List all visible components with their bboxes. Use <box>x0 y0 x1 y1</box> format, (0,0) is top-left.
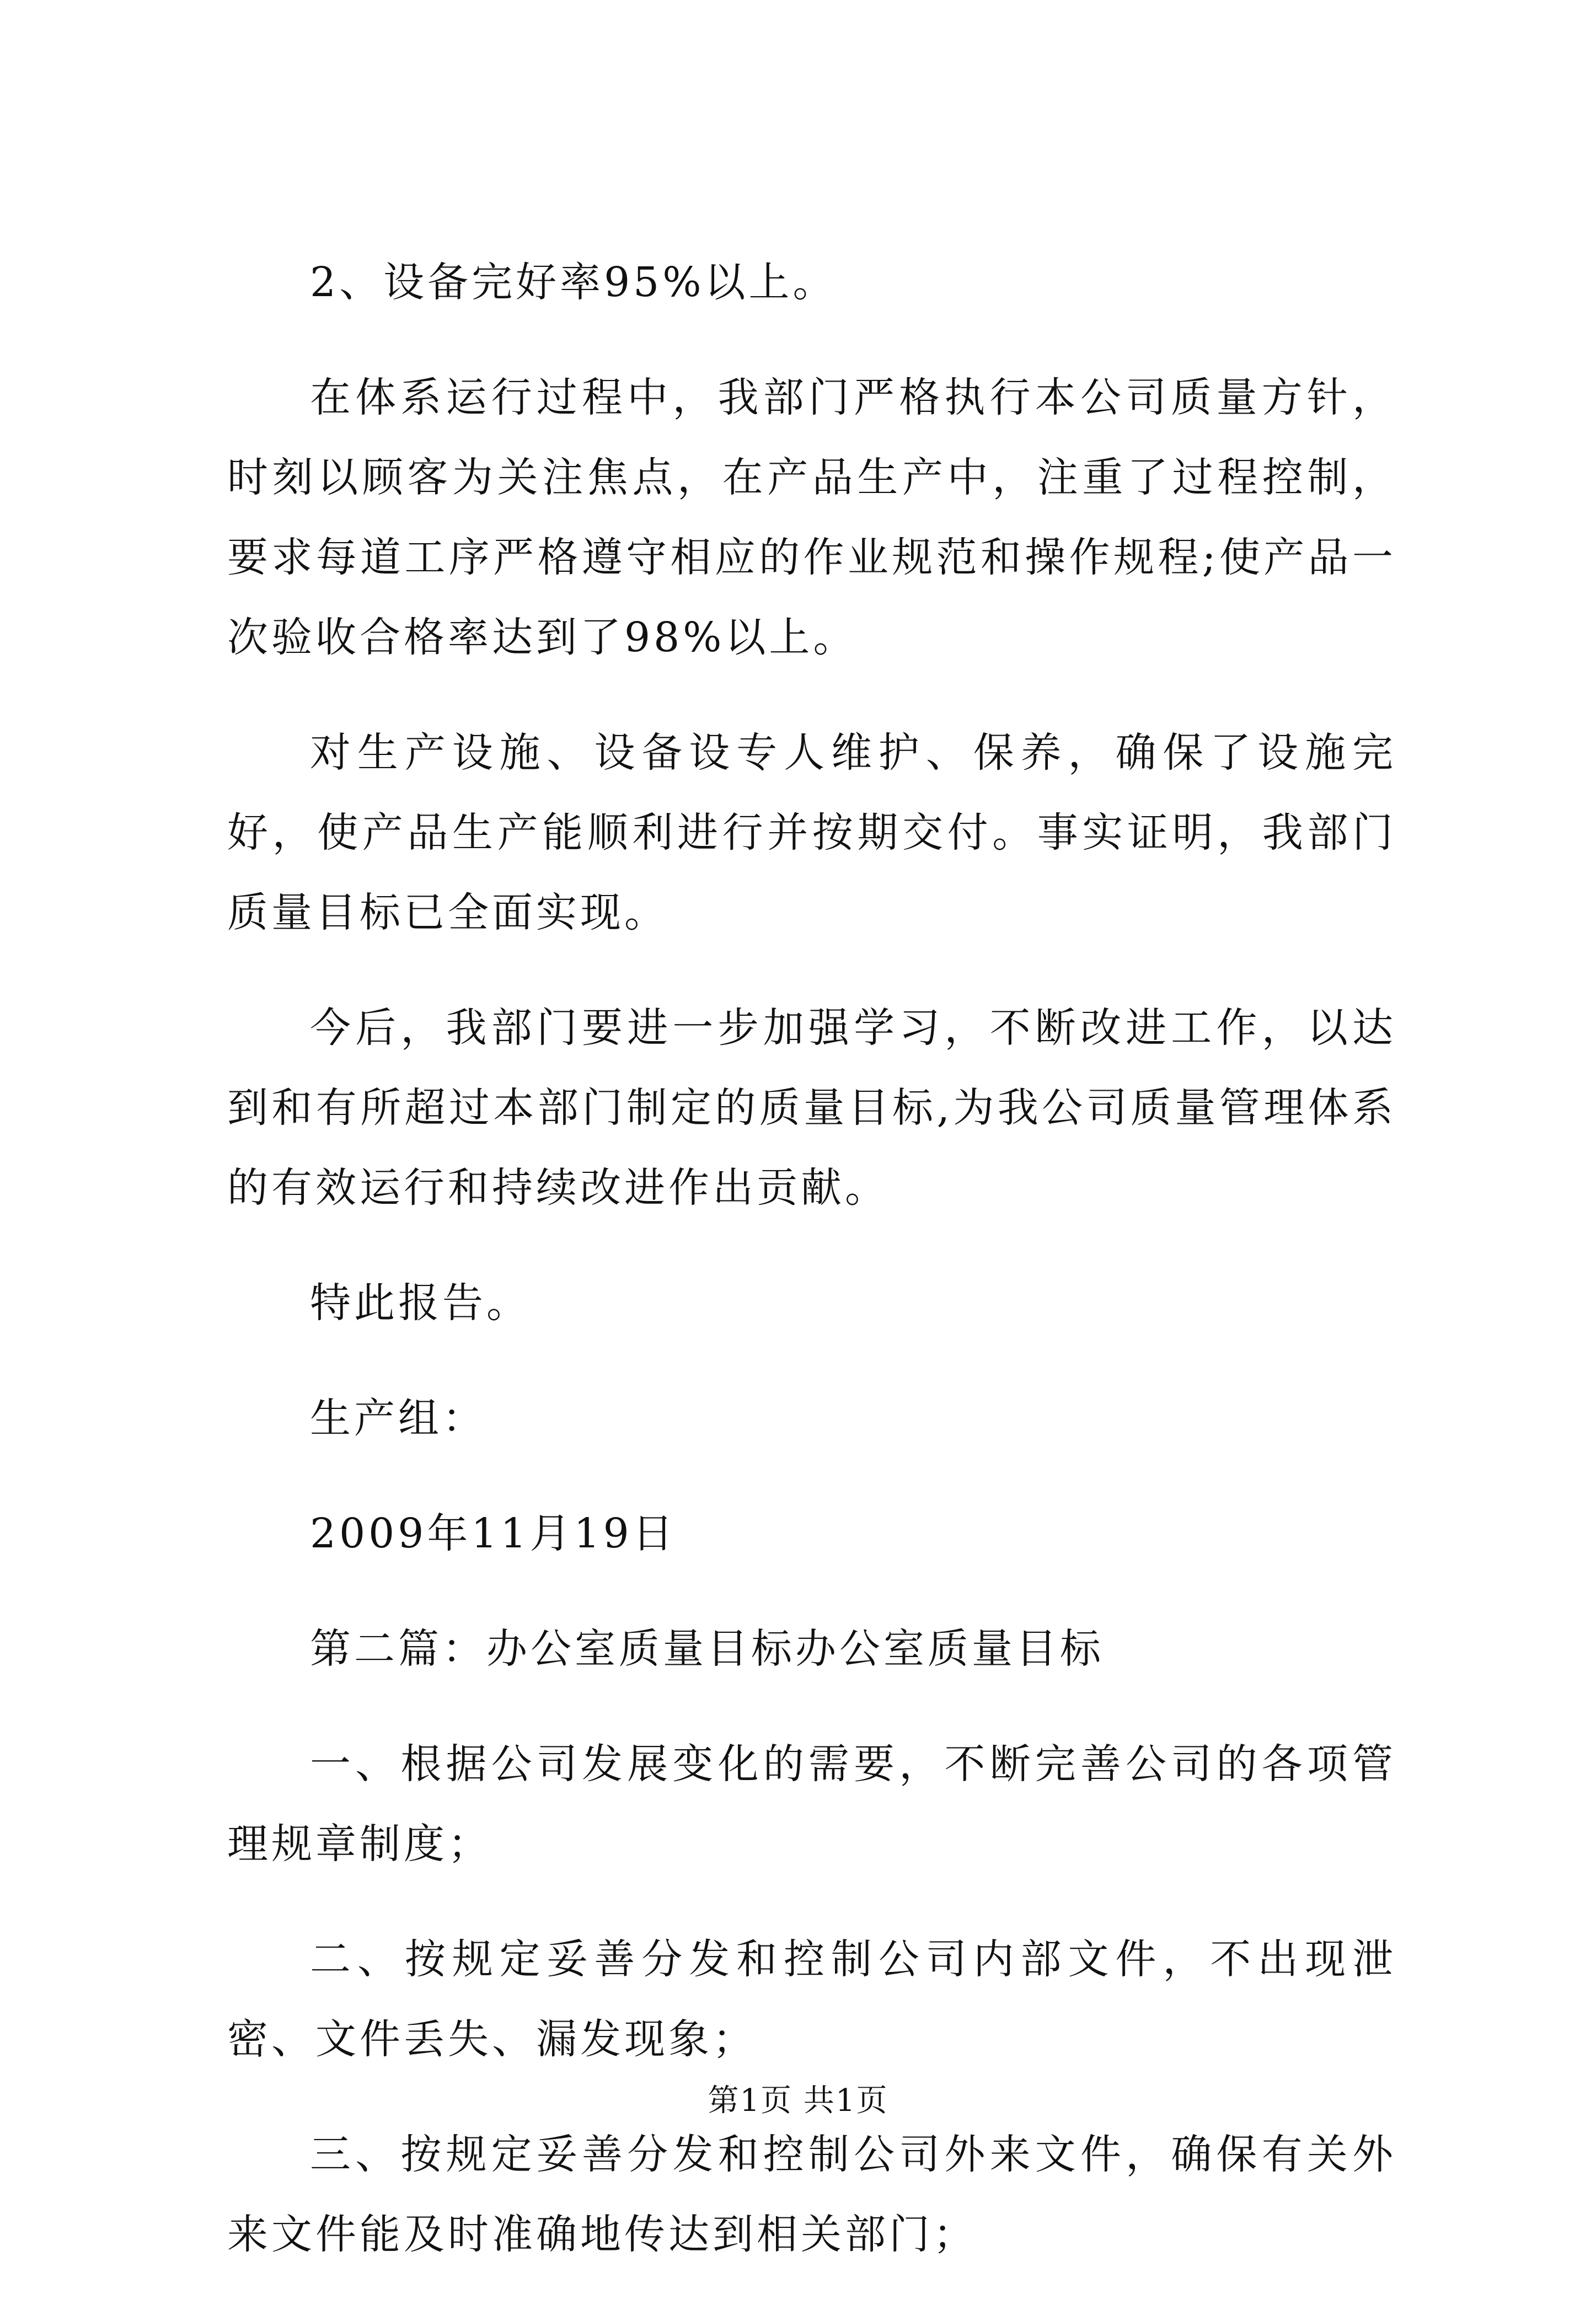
paragraph-facility-maintenance: 对生产设施、设备设专人维护、保养，确保了设施完好，使产品生产能顺利进行并按期交付。事实证明，我部门质量目标已全面实现。 <box>227 729 1396 936</box>
page-number-footer: 第1页 共1页 <box>708 2083 888 2119</box>
paragraph-report-closing: 特此报告。 <box>310 1279 531 1327</box>
paragraph-future-plan: 今后，我部门要进一步加强学习，不断改进工作，以达到和有所超过本部门制定的质量目标,为我公司质量管理体系的有效运行和持续改进作出贡献。 <box>227 1004 1396 1212</box>
paragraph-item-three: 三、按规定妥善分发和控制公司外来文件，确保有关外来文件能及时准确地传达到相关部门； <box>227 2131 1396 2258</box>
paragraph-date: 2009年11月19日 <box>310 1510 677 1557</box>
paragraph-signature-group: 生产组： <box>310 1395 486 1442</box>
paragraph-item-two: 二、按规定妥善分发和控制公司内部文件，不出现泄密、文件丢失、漏发现象； <box>227 1936 1396 2063</box>
paragraph-process-control: 在体系运行过程中，我部门严格执行本公司质量方针，时刻以顾客为关注焦点，在产品生产中，注重了过程控制，要求每道工序严格遵守相应的作业规范和操作规程;使产品一次验收合格率达到了98%以上。 <box>227 374 1396 661</box>
section-heading-part-two: 第二篇：办公室质量目标办公室质量目标 <box>310 1625 1104 1673</box>
paragraph-item-one: 一、根据公司发展变化的需要，不断完善公司的各项管理规章制度； <box>227 1740 1396 1868</box>
paragraph-equipment-rate: 2、设备完好率95%以上。 <box>310 259 837 306</box>
document-body <box>227 243 1396 2310</box>
